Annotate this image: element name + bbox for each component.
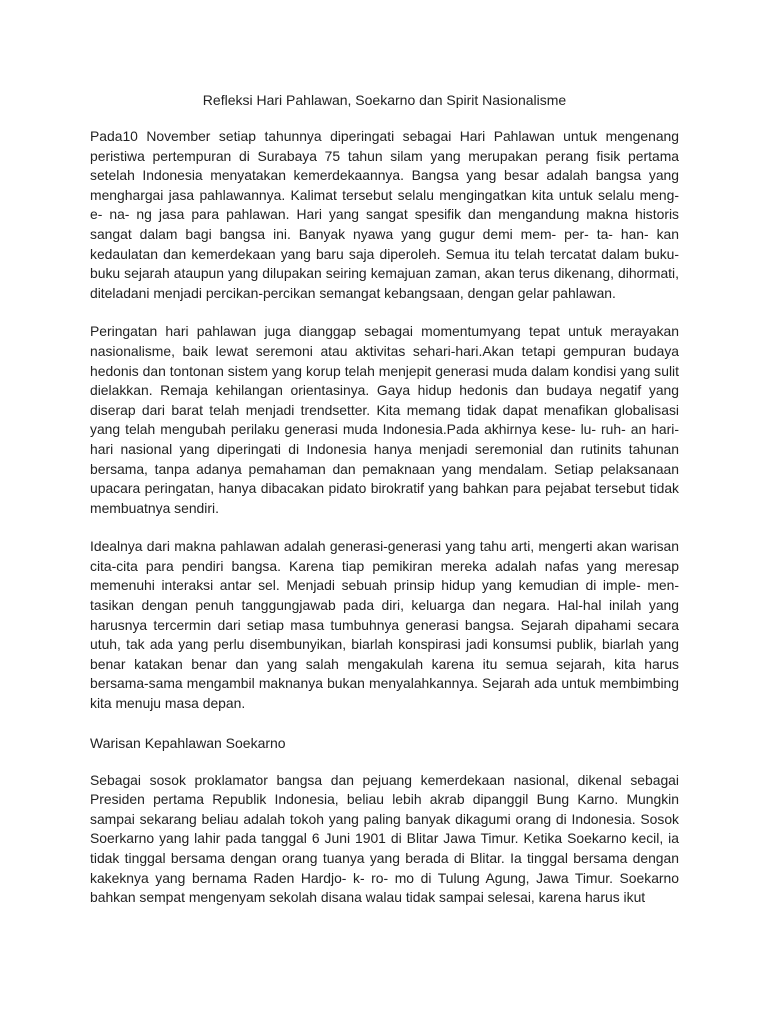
section-heading: Warisan Kepahlawan Soekarno [90, 734, 286, 751]
paragraph-3: Idealnya dari makna pahlawan adalah generasi-generasi yang tahu arti, mengerti akan warisan cita-cita para pendiri bangsa. Karena tiap pemikiran mereka adalah nafas yang meresap memenuhi interaksi antar sel. Menjadi sebuah prinsip hidup yang kemudian di imple- men- tasikan dengan penuh tanggungjawab pada diri, keluarga dan negara. Hal-hal inilah yang harusnya tercermin dari setiap masa tumbuhnya generasi bangsa. Sejarah dipahami secara utuh, tak ada yang perlu disembunyikan, biarlah konspirasi jadi konsumsi publik, biarlah yang benar katakan benar dan yang salah mengakulah karena itu semua sejarah, kita harus bersama-sama mengambil maknanya bukan menyalahkannya. Sejarah ada untuk membimbing kita menuju masa depan. [90, 538, 679, 712]
document-title: Refleksi Hari Pahlawan, Soekarno dan Spirit Nasionalisme [202, 92, 567, 108]
paragraph-2: Peringatan hari pahlawan juga dianggap sebagai momentumyang tepat untuk merayakan nasionalisme, baik lewat seremoni atau aktivitas sehari-hari.Akan tetapi gempuran budaya hedonis dan tontonan sistem yang korup telah menjepit generasi muda dalam kondisi yang sulit dielakkan. Remaja kehilangan orientasinya. Gaya hidup hedonis dan budaya negatif yang diserap dari barat telah menjadi trendsetter. Kita memang tidak dapat menafikan globalisasi yang telah mengubah perilaku generasi muda Indonesia.Pada akhirnya kese- lu- ruh- an hari-hari nasional yang diperingati di Indonesia hanya menjadi seremonial dan rutinits tahunan bersama, tanpa adanya pemahaman dan pemaknaan yang mendalam. Setiap pelaksanaan upacara peringatan, hanya dibacakan pidato birokratif yang bahkan para pejabat tersebut tidak membuatnya sendiri. [90, 323, 679, 516]
section-paragraph-1: Sebagai sosok proklamator bangsa dan pejuang kemerdekaan nasional, dikenal sebagai Presiden pertama Republik Indonesia, beliau lebih akrab dipanggil Bung Karno. Mungkin sampai sekarang beliau adalah tokoh yang paling banyak dikagumi orang di Indonesia. Sosok Soerkarno yang lahir pada tanggal 6 Juni 1901 di Blitar Jawa Timur. Ketika Soekarno kecil, ia tidak tinggal bersama dengan orang tuanya yang berada di Blitar. Ia tinggal bersama dengan kakeknya yang bernama Raden Hardjo- k- ro- mo di Tulung Agung, Jawa Timur. Soekarno bahkan sempat mengenyam sekolah disana walau tidak sampai selesai, karena harus ikut [90, 771, 679, 906]
paragraph-1: Pada10 November setiap tahunnya diperingati sebagai Hari Pahlawan untuk mengenang peristiwa pertempuran di Surabaya 75 tahun silam yang merupakan perang fisik pertama setelah Indonesia menyatakan kemerdekaannya. Bangsa yang besar adalah bangsa yang menghargai jasa pahlawannya. Kalimat tersebut selalu mengingatkan kita untuk selalu meng- e- na- ng jasa para pahlawan. Hari yang sangat spesifik dan mengandung makna historis sangat dalam bagi bangsa ini. Banyak nyawa yang gugur demi mem- per- ta- han- kan kedaulatan dan kemerdekaan yang baru saja diperoleh. Semua itu telah tercatat dalam buku-buku sejarah ataupun yang dilupakan seiring kemajuan zaman, akan terus dikenang, dihormati, diteladani menjadi percikan-percikan semangat kebangsaan, dengan gelar pahlawan. [90, 128, 679, 301]
